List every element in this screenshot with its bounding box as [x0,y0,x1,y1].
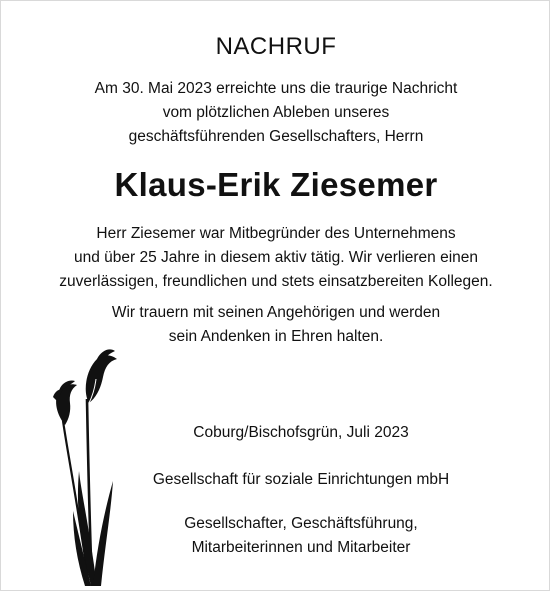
intro-line: Am 30. Mai 2023 erreichte uns die traurige Nachricht [94,80,458,97]
calla-lily-icon [39,341,129,586]
mourning-line: Wir trauern mit seinen Angehörigen und werden [111,304,441,321]
company-name-text: Gesellschaft für soziale Einrichtungen mbH [152,471,450,488]
tribute-line: zuverlässigen, freundlichen und stets einsatzbereiten Kollegen. [59,273,493,290]
mourning-line: sein Andenken in Ehren halten. [168,328,384,345]
tribute-line: Herr Ziesemer war Mitbegründer des Unternehmens [96,225,456,242]
senders-line: Mitarbeiterinnen und Mitarbeiter [191,539,411,556]
company-name [141,468,461,492]
intro-paragraph [1,77,550,149]
intro-line: geschäftsführenden Gesellschafters, Herrn [128,128,424,145]
deceased-name: Klaus-Erik Ziesemer [114,166,438,203]
notice-heading: NACHRUF [215,33,337,60]
senders-line: Gesellschafter, Geschäftsführung, [184,515,418,532]
intro-line: vom plötzlichen Ableben unseres [162,104,390,121]
tribute-line: und über 25 Jahre in diesem aktiv tätig. Wir verlieren einen [73,249,479,266]
senders-block [141,512,461,560]
tribute-paragraph [1,222,550,294]
place-date [141,421,461,445]
place-date-text: Coburg/Bischofsgrün, Juli 2023 [193,424,409,441]
